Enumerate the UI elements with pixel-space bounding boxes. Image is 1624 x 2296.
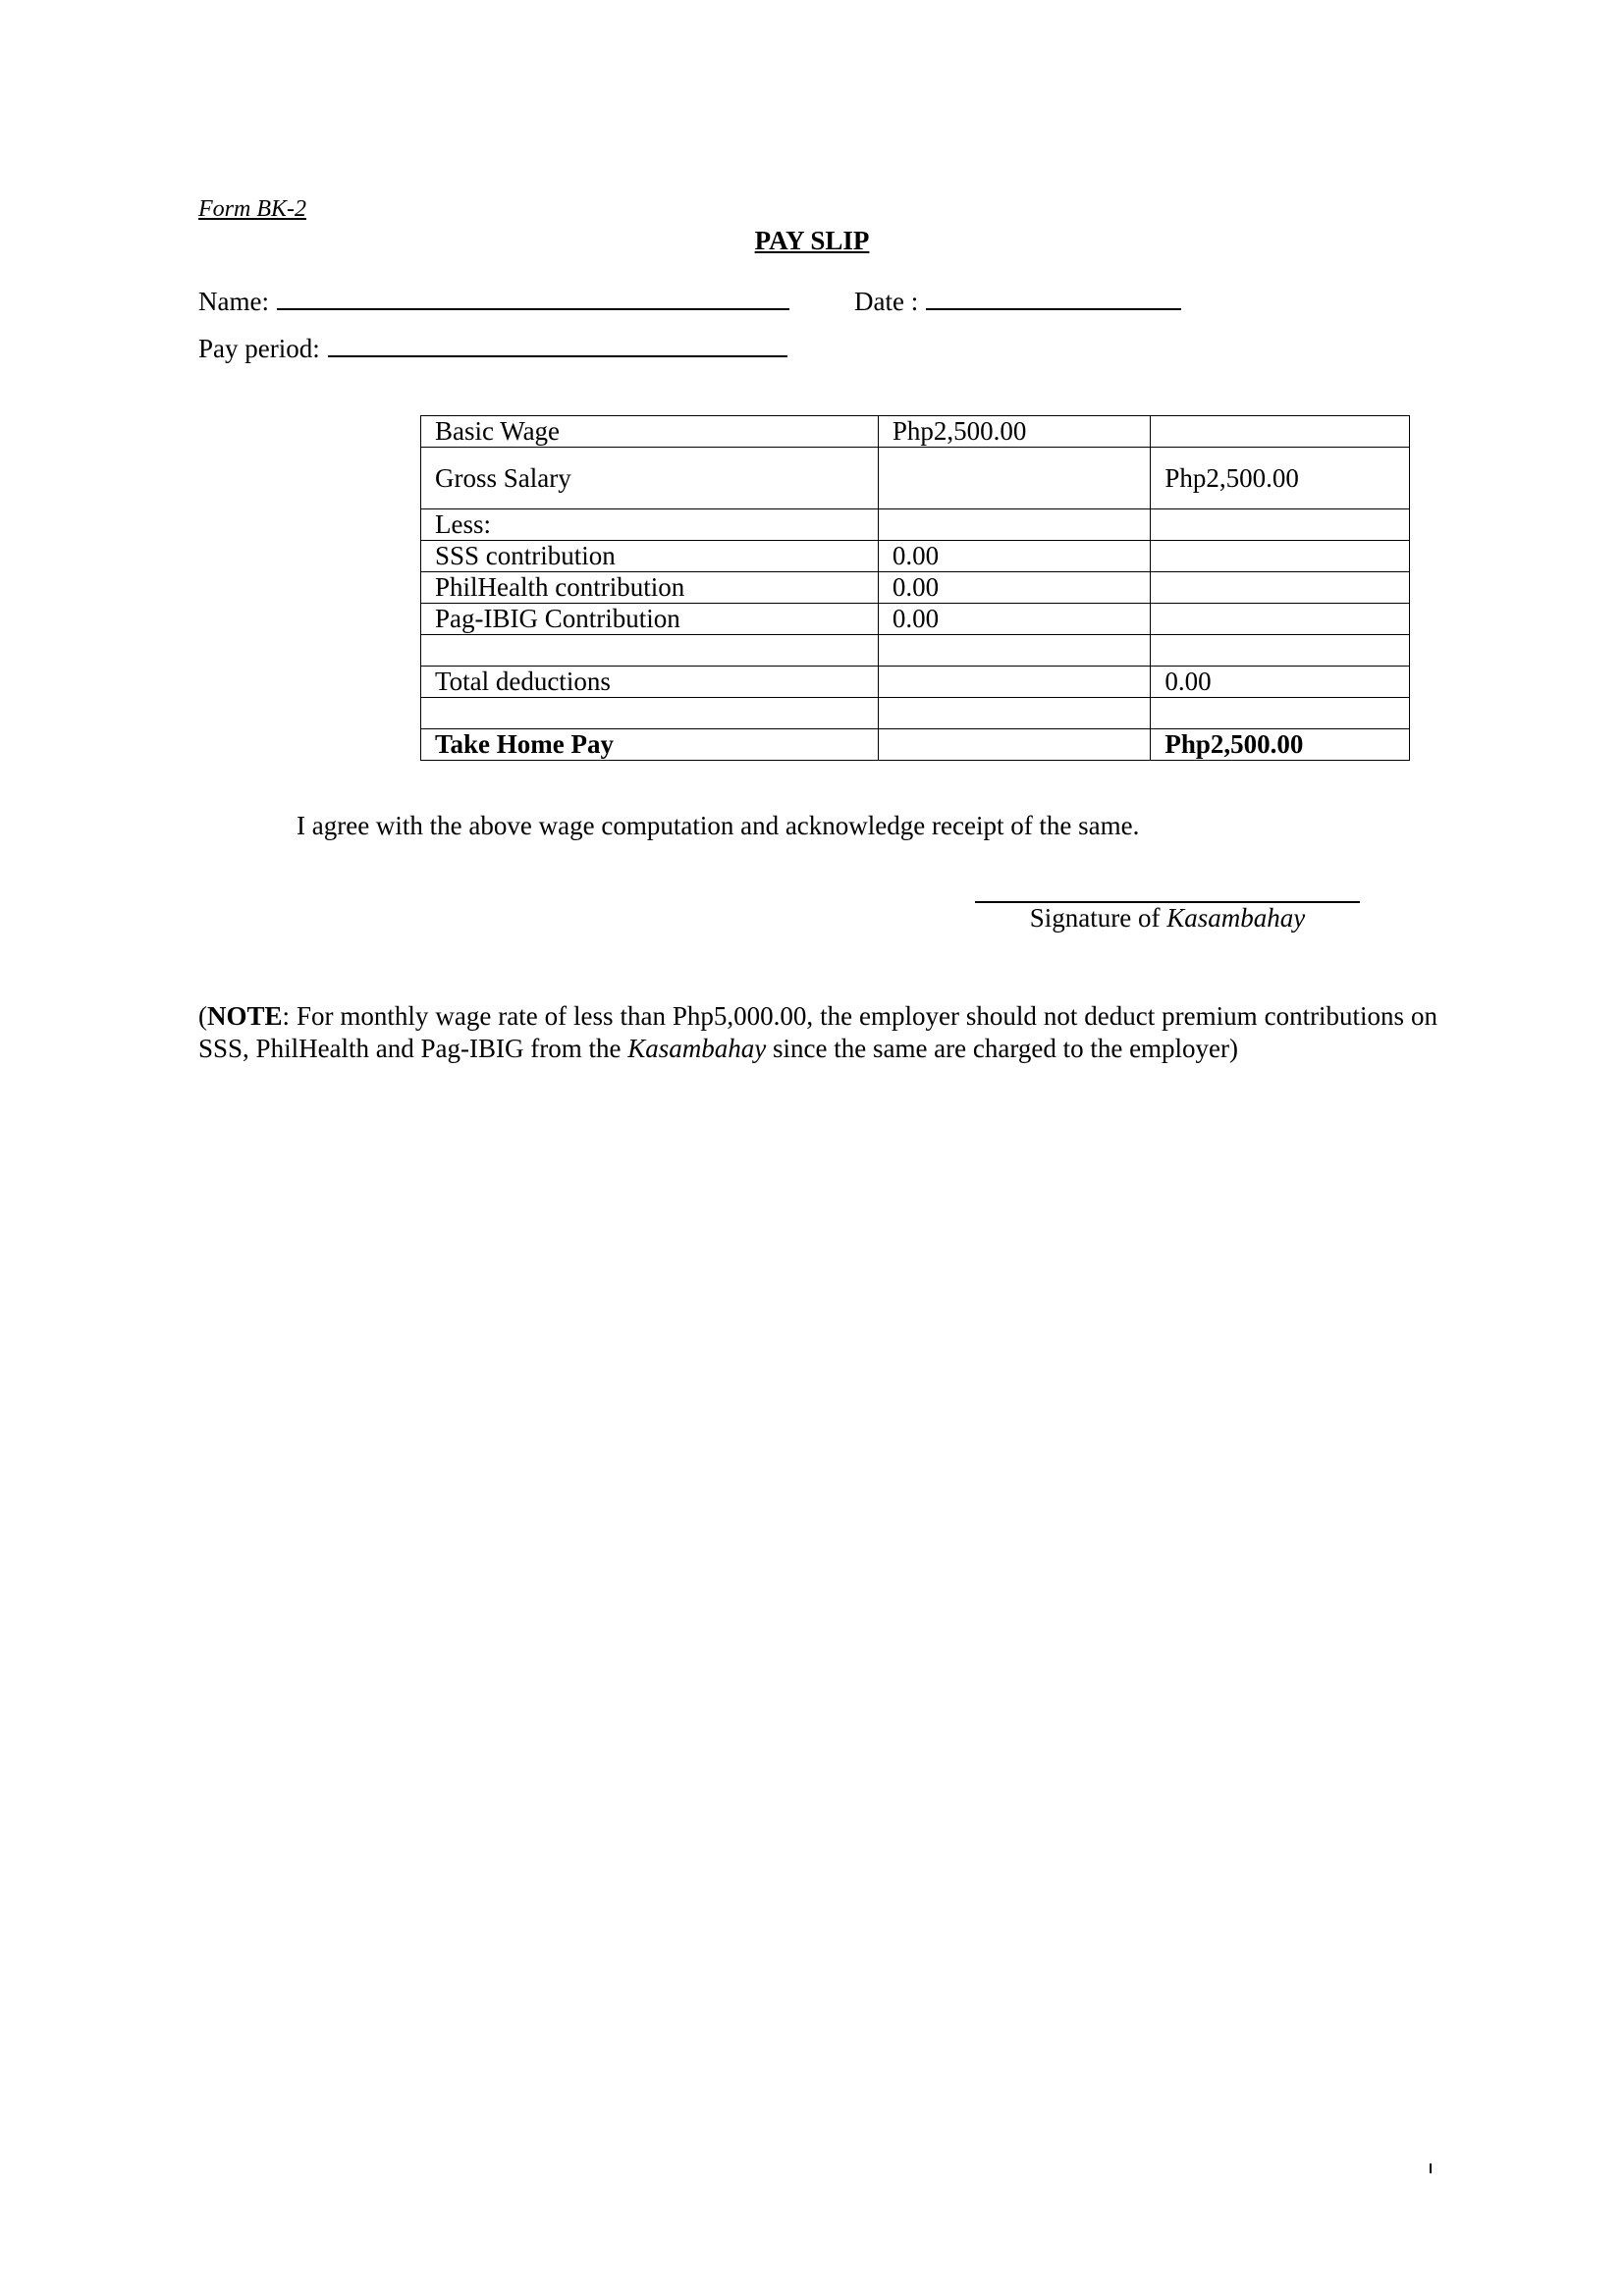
- page-title: PAY SLIP: [754, 226, 870, 255]
- row-amount: 0.00: [878, 541, 1151, 572]
- row-amount: 0.00: [878, 572, 1151, 604]
- acknowledgement-text: I agree with the above wage computation and acknowledge receipt of the same.: [297, 811, 1140, 840]
- table-row-pagibig: [421, 604, 1410, 635]
- payslip-table: [420, 415, 1410, 761]
- row-label: Basic Wage: [421, 416, 879, 448]
- table-row-total-deductions: [421, 667, 1410, 698]
- row-amount: [878, 509, 1151, 541]
- signature-name: Kasambahay: [1166, 903, 1306, 933]
- row-label: [421, 698, 879, 729]
- table-row-blank: [421, 635, 1410, 667]
- table-row-less: [421, 509, 1410, 541]
- row-total: [1151, 509, 1410, 541]
- row-label: Pag-IBIG Contribution: [421, 604, 879, 635]
- row-total: [1151, 698, 1410, 729]
- row-amount: Php2,500.00: [878, 416, 1151, 448]
- pay-period-field-row: [198, 334, 787, 364]
- name-blank-line[interactable]: [277, 287, 789, 310]
- table-row-basic-wage: [421, 416, 1410, 448]
- note-text-2: since the same are charged to the employer): [766, 1034, 1239, 1063]
- row-total: Php2,500.00: [1151, 729, 1410, 761]
- row-total: Php2,500.00: [1151, 448, 1410, 509]
- row-amount: [878, 698, 1151, 729]
- date-label: Date :: [854, 287, 919, 316]
- table-row-sss: [421, 541, 1410, 572]
- row-amount: [878, 448, 1151, 509]
- row-label: PhilHealth contribution: [421, 572, 879, 604]
- row-label: Gross Salary: [421, 448, 879, 509]
- row-label: Take Home Pay: [421, 729, 879, 761]
- row-amount: [878, 635, 1151, 667]
- note-paragraph: [198, 1000, 1437, 1065]
- row-total: [1151, 635, 1410, 667]
- row-amount: [878, 667, 1151, 698]
- date-field-row: [854, 287, 1181, 317]
- note-text-1: : For monthly wage rate of less than Php5,000.00, the employer should not deduct premium contributions on SSS, PhilHealth and Pag-IBIG from the: [198, 1001, 1437, 1063]
- row-total: 0.00: [1151, 667, 1410, 698]
- pay-period-label: Pay period:: [198, 334, 320, 363]
- row-total: [1151, 541, 1410, 572]
- note-italic-word: Kasambahay: [627, 1034, 767, 1063]
- table-row-philhealth: [421, 572, 1410, 604]
- pay-period-blank-line[interactable]: [328, 334, 787, 357]
- signature-caption: [975, 903, 1360, 934]
- row-total: [1151, 604, 1410, 635]
- table-row-gross-salary: [421, 448, 1410, 509]
- row-amount: 0.00: [878, 604, 1151, 635]
- table-row-take-home-pay: [421, 729, 1410, 761]
- row-label: SSS contribution: [421, 541, 879, 572]
- row-label: Total deductions: [421, 667, 879, 698]
- name-label: Name:: [198, 287, 269, 316]
- row-amount: [878, 729, 1151, 761]
- row-total: [1151, 572, 1410, 604]
- form-code: Form BK-2: [198, 196, 306, 222]
- row-label: Less:: [421, 509, 879, 541]
- signature-prefix: Signature of: [1029, 903, 1167, 933]
- row-label: [421, 635, 879, 667]
- row-total: [1151, 416, 1410, 448]
- note-open: (: [198, 1001, 207, 1031]
- table-row-blank: [421, 698, 1410, 729]
- page-mark: [1430, 2163, 1432, 2173]
- name-field-row: [198, 287, 789, 317]
- date-blank-line[interactable]: [926, 287, 1181, 310]
- note-label: NOTE: [207, 1001, 283, 1031]
